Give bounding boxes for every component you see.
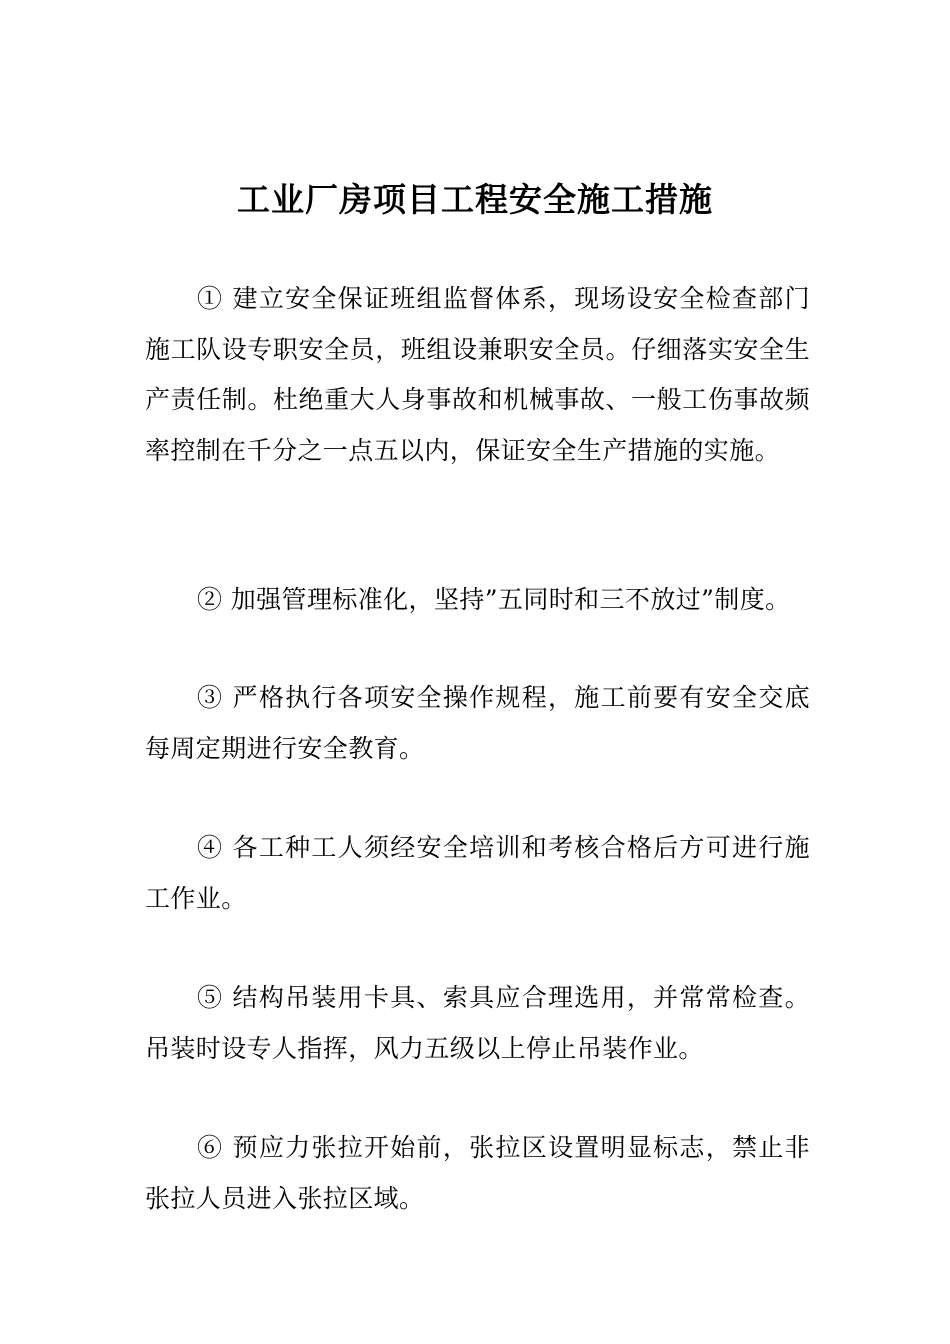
paragraph-1: ① 建立安全保证班组监督体系，现场设安全检查部门施工队设专职安全员，班组设兼职安全员。仔细落实安全生产责任制。杜绝重大人身事故和机械事故、一般工伤事故频率控制在千分之一点五以内，保证安全生产措施的实施。: [145, 284, 810, 465]
paragraph-4: ④ 各工种工人须经安全培训和考核合格后方可进行施工作业。: [145, 833, 810, 913]
paragraph-2: ② 加强管理标准化，坚持”五同时和三不放过”制度。: [197, 585, 791, 614]
paragraph-6: ⑥ 预应力张拉开始前，张拉区设置明显标志，禁止非张拉人员进入张拉区域。: [145, 1133, 810, 1213]
paragraph-5: ⑤ 结构吊装用卡具、索具应合理选用，并常常检查。吊装时设专人指挥，风力五级以上停止吊装作业。: [145, 983, 810, 1063]
paragraph-3: ③ 严格执行各项安全操作规程，施工前要有安全交底每周定期进行安全教育。: [145, 683, 810, 763]
page-title: 工业厂房项目工程安全施工措施: [237, 180, 713, 219]
